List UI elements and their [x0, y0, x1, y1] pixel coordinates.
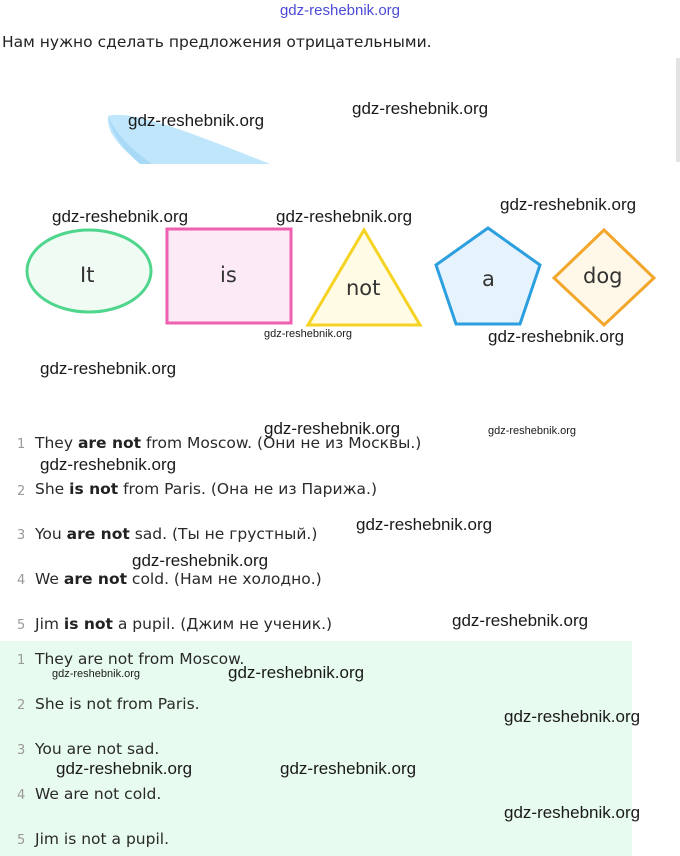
shape-word-not: not — [346, 276, 381, 300]
exercise-sentence: We are not cold. (Нам не холодно.) — [35, 570, 322, 588]
watermark: gdz-reshebnik.org — [276, 207, 413, 226]
watermark: gdz-reshebnik.org — [228, 663, 365, 682]
watermark: gdz-reshebnik.org — [504, 803, 641, 822]
watermark: gdz-reshebnik.org — [280, 759, 417, 778]
answer-sentence: We are not cold. — [35, 785, 162, 803]
watermark: gdz-reshebnik.org — [56, 759, 193, 778]
answer-sentence: Jim is not a pupil. — [35, 830, 169, 848]
watermark: gdz-reshebnik.org — [352, 99, 489, 118]
scrollbar-track[interactable] — [676, 58, 680, 162]
answer-number: 3 — [17, 743, 26, 758]
shape-word-is: is — [220, 263, 237, 287]
exercise-number: 3 — [17, 528, 26, 543]
watermark: gdz-reshebnik.org — [40, 359, 177, 378]
exercise-sentence: You are not sad. (Ты не грустный.) — [35, 525, 318, 543]
answer-number: 1 — [17, 653, 26, 668]
watermark: gdz-reshebnik.org — [40, 455, 177, 474]
watermark: gdz-reshebnik.org — [504, 707, 641, 726]
watermark: gdz-reshebnik.org — [52, 207, 189, 226]
watermark: gdz-reshebnik.org — [500, 195, 637, 214]
shape-word-a: a — [482, 267, 495, 291]
exercise-sentence: Jim is not a pupil. (Джим не ученик.) — [35, 615, 333, 633]
answer-number: 4 — [17, 788, 26, 803]
watermark: gdz-reshebnik.org — [356, 515, 493, 534]
exercise-sentence: She is not from Paris. (Она не из Парижа.) — [35, 480, 378, 498]
watermark: gdz-reshebnik.org — [452, 611, 589, 630]
exercise-number: 4 — [17, 573, 26, 588]
watermark: gdz-reshebnik.org — [488, 425, 577, 437]
word-shapes — [20, 220, 660, 334]
answer-sentence: You are not sad. — [35, 740, 160, 758]
exercise-sentence: They are not from Moscow. (Они не из Москвы.) — [35, 434, 422, 452]
exercise-number: 1 — [17, 437, 26, 452]
shape-word-it: It — [80, 263, 95, 287]
watermark: gdz-reshebnik.org — [264, 328, 353, 340]
answer-number: 5 — [17, 833, 26, 848]
watermark: gdz-reshebnik.org — [488, 327, 625, 346]
watermark: gdz-reshebnik.org — [132, 551, 269, 570]
answer-sentence: She is not from Paris. — [35, 695, 200, 713]
watermark: gdz-reshebnik.org — [264, 419, 401, 438]
answer-number: 2 — [17, 698, 26, 713]
instruction-text: Нам нужно сделать предложения отрицательными. — [2, 33, 432, 51]
exercise-number: 5 — [17, 618, 26, 633]
exercise-number: 2 — [17, 484, 26, 499]
site-header-link[interactable]: gdz-reshebnik.org — [279, 2, 401, 19]
watermark: gdz-reshebnik.org — [52, 668, 141, 680]
shape-word-dog: dog — [583, 264, 623, 288]
watermark: gdz-reshebnik.org — [128, 111, 265, 130]
answer-sentence: They are not from Moscow. — [35, 650, 245, 668]
